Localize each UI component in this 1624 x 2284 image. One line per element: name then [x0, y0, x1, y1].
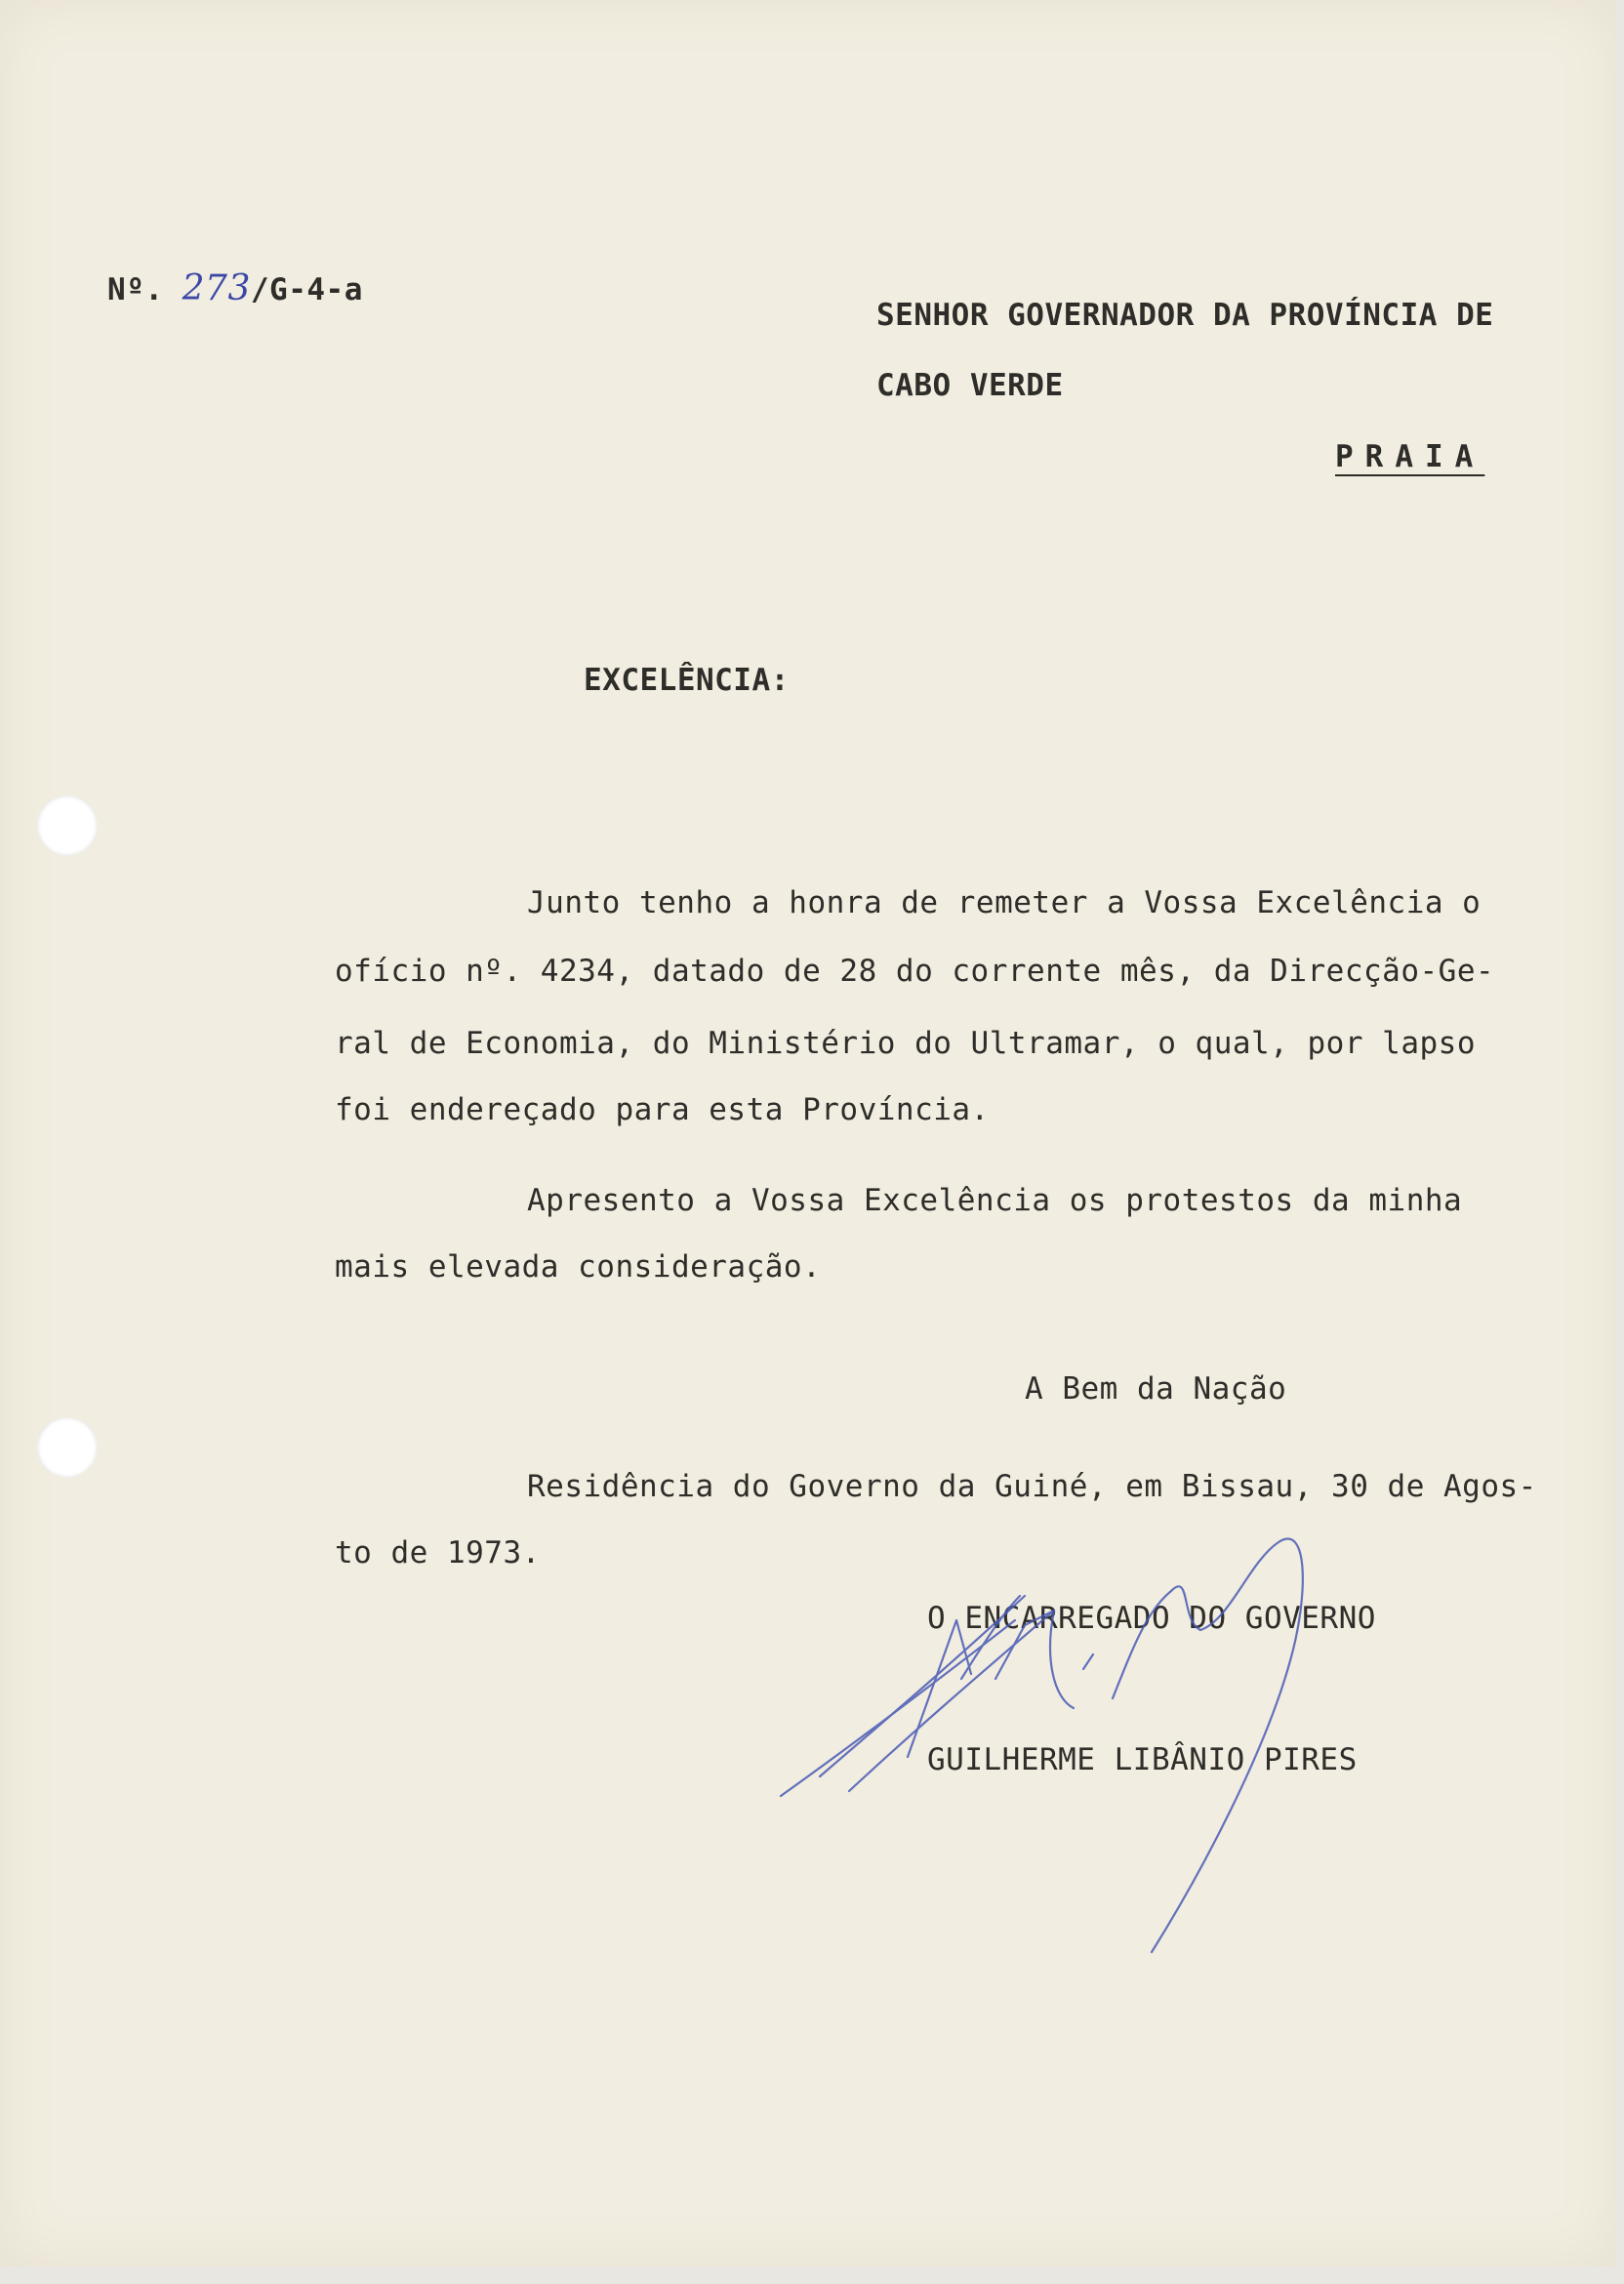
reference-handwritten-number: 273 [182, 268, 251, 308]
salutation: EXCELÊNCIA: [584, 663, 790, 698]
reference-prefix: Nº. [107, 272, 183, 307]
punch-hole-bottom [37, 1417, 98, 1478]
closing-formula: A Bem da Nação [1025, 1371, 1287, 1407]
addressee-line-1: SENHOR GOVERNADOR DA PROVÍNCIA DE [876, 298, 1494, 333]
body-paragraph-1-line-1: Junto tenho a honra de remeter a Vossa Excelência o [527, 885, 1482, 920]
body-paragraph-2-line-1: Apresento a Vossa Excelência os protestos da minha [527, 1183, 1463, 1218]
addressee-city: PRAIA [1335, 439, 1485, 474]
place-date-line-2: to de 1973. [335, 1535, 541, 1570]
signatory-name: GUILHERME LIBÂNIO PIRES [927, 1742, 1358, 1777]
body-paragraph-1-line-2: ofício nº. 4234, datado de 28 do corrente mês, da Direcção-Ge- [335, 954, 1495, 989]
body-paragraph-1-line-4: foi endereçado para esta Província. [335, 1092, 990, 1127]
reference-suffix: /G-4-a [250, 272, 363, 307]
place-date-line-1: Residência do Governo da Guiné, em Bissau, 30 de Agos- [527, 1469, 1537, 1504]
body-paragraph-2-line-2: mais elevada consideração. [335, 1249, 822, 1285]
body-paragraph-1-line-3: ral de Economia, do Ministério do Ultramar, o qual, por lapso [335, 1026, 1476, 1061]
punch-hole-top [37, 795, 98, 856]
addressee-line-2: CABO VERDE [876, 368, 1064, 403]
reference-number [107, 268, 363, 308]
signatory-title: O ENCARREGADO DO GOVERNO [927, 1601, 1376, 1636]
handwritten-signature [761, 1503, 1464, 1972]
